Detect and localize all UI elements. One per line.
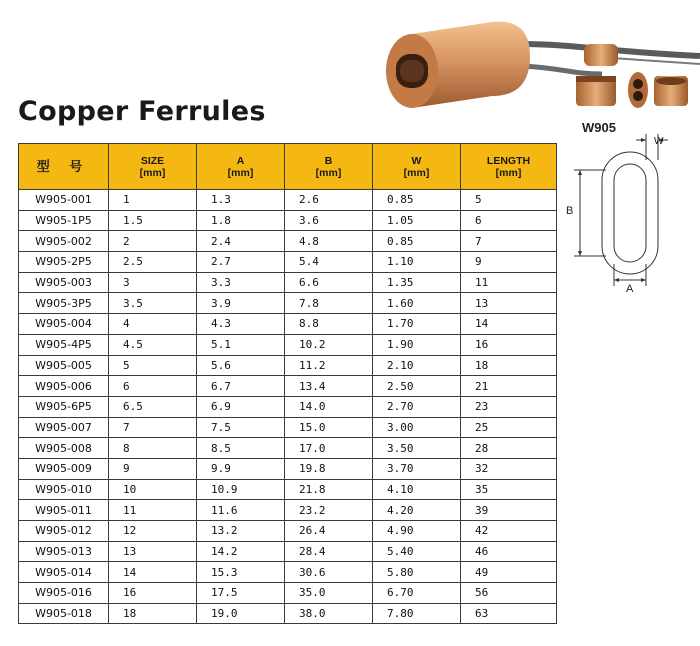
- spec-table: [18, 143, 557, 624]
- cell-size: 1: [109, 190, 197, 211]
- large-ferrule: [386, 22, 530, 108]
- dim-label-a: A: [626, 283, 634, 295]
- cell-length: 7: [461, 231, 557, 252]
- cell-a: 15.3: [197, 562, 285, 583]
- cell-model: W905-6P5: [19, 396, 109, 417]
- cell-a: 1.3: [197, 190, 285, 211]
- cell-size: 3: [109, 272, 197, 293]
- dim-label-b: B: [566, 205, 574, 217]
- cell-length: 13: [461, 293, 557, 314]
- cell-model: W905-016: [19, 583, 109, 604]
- cell-a: 10.9: [197, 479, 285, 500]
- cell-length: 49: [461, 562, 557, 583]
- cell-size: 7: [109, 417, 197, 438]
- table-row: [19, 541, 557, 562]
- cell-size: 12: [109, 521, 197, 542]
- cell-a: 17.5: [197, 583, 285, 604]
- cell-a: 11.6: [197, 500, 285, 521]
- cell-length: 32: [461, 458, 557, 479]
- cell-model: W905-001: [19, 190, 109, 211]
- cell-size: 8: [109, 438, 197, 459]
- cell-a: 3.9: [197, 293, 285, 314]
- table-header-row: [19, 144, 557, 190]
- table-row: [19, 355, 557, 376]
- cell-length: 35: [461, 479, 557, 500]
- cell-w: 2.70: [373, 396, 461, 417]
- table-row: [19, 479, 557, 500]
- header-length: LENGTH [mm]: [461, 144, 557, 190]
- small-ferrule-2: [628, 72, 648, 108]
- cell-w: 4.10: [373, 479, 461, 500]
- table-row: [19, 293, 557, 314]
- cell-a: 19.0: [197, 603, 285, 624]
- cell-b: 21.8: [285, 479, 373, 500]
- cell-length: 42: [461, 521, 557, 542]
- cell-size: 3.5: [109, 293, 197, 314]
- table-row: [19, 334, 557, 355]
- cell-size: 6: [109, 376, 197, 397]
- product-photo: [372, 4, 700, 124]
- page-title: Copper Ferrules: [18, 96, 266, 127]
- cell-b: 8.8: [285, 314, 373, 335]
- cell-b: 5.4: [285, 252, 373, 273]
- table-row: [19, 583, 557, 604]
- model-label: W905: [582, 120, 616, 135]
- cell-size: 16: [109, 583, 197, 604]
- cell-w: 6.70: [373, 583, 461, 604]
- table-row: [19, 458, 557, 479]
- cell-length: 63: [461, 603, 557, 624]
- table-row: [19, 603, 557, 624]
- cell-w: 3.50: [373, 438, 461, 459]
- cell-model: W905-4P5: [19, 334, 109, 355]
- table-row: [19, 231, 557, 252]
- cell-model: W905-2P5: [19, 252, 109, 273]
- ferrule-outer-outline: [602, 152, 658, 274]
- cell-size: 4.5: [109, 334, 197, 355]
- table-row: [19, 417, 557, 438]
- cell-w: 0.85: [373, 190, 461, 211]
- table-body: [19, 190, 557, 624]
- cell-length: 14: [461, 314, 557, 335]
- cell-a: 8.5: [197, 438, 285, 459]
- header-size: SIZE [mm]: [109, 144, 197, 190]
- cell-w: 4.90: [373, 521, 461, 542]
- cell-a: 5.1: [197, 334, 285, 355]
- cell-a: 9.9: [197, 458, 285, 479]
- header-w: W [mm]: [373, 144, 461, 190]
- cell-w: 7.80: [373, 603, 461, 624]
- cell-size: 13: [109, 541, 197, 562]
- cell-b: 13.4: [285, 376, 373, 397]
- cell-b: 11.2: [285, 355, 373, 376]
- cell-size: 10: [109, 479, 197, 500]
- cell-b: 35.0: [285, 583, 373, 604]
- small-ferrule-3: [654, 76, 688, 106]
- cell-model: W905-002: [19, 231, 109, 252]
- cell-size: 5: [109, 355, 197, 376]
- header-a: A [mm]: [197, 144, 285, 190]
- cell-size: 6.5: [109, 396, 197, 417]
- cell-w: 1.70: [373, 314, 461, 335]
- cell-size: 9: [109, 458, 197, 479]
- cell-a: 2.7: [197, 252, 285, 273]
- cell-model: W905-011: [19, 500, 109, 521]
- cell-model: W905-004: [19, 314, 109, 335]
- dim-label-w: W: [654, 136, 664, 147]
- cell-size: 11: [109, 500, 197, 521]
- cell-a: 5.6: [197, 355, 285, 376]
- cell-model: W905-007: [19, 417, 109, 438]
- ferrule-on-rope: [584, 44, 618, 66]
- header-model: 型 号: [19, 144, 109, 190]
- cell-w: 1.60: [373, 293, 461, 314]
- cell-b: 10.2: [285, 334, 373, 355]
- cell-length: 21: [461, 376, 557, 397]
- table-row: [19, 272, 557, 293]
- cell-b: 17.0: [285, 438, 373, 459]
- cell-model: W905-010: [19, 479, 109, 500]
- cell-length: 23: [461, 396, 557, 417]
- cell-b: 4.8: [285, 231, 373, 252]
- small-ferrule-1: [576, 76, 616, 106]
- cell-a: 13.2: [197, 521, 285, 542]
- cell-a: 6.9: [197, 396, 285, 417]
- cell-b: 30.6: [285, 562, 373, 583]
- cell-w: 0.85: [373, 231, 461, 252]
- cell-b: 7.8: [285, 293, 373, 314]
- cell-model: W905-018: [19, 603, 109, 624]
- cell-model: W905-014: [19, 562, 109, 583]
- cell-w: 1.10: [373, 252, 461, 273]
- cell-b: 2.6: [285, 190, 373, 211]
- cell-b: 14.0: [285, 396, 373, 417]
- cell-length: 39: [461, 500, 557, 521]
- cell-model: W905-008: [19, 438, 109, 459]
- cell-length: 28: [461, 438, 557, 459]
- table-row: [19, 500, 557, 521]
- table-row: [19, 562, 557, 583]
- cell-length: 18: [461, 355, 557, 376]
- cell-length: 11: [461, 272, 557, 293]
- cell-length: 6: [461, 210, 557, 231]
- cell-model: W905-3P5: [19, 293, 109, 314]
- table-row: [19, 396, 557, 417]
- cell-a: 1.8: [197, 210, 285, 231]
- table-row: [19, 376, 557, 397]
- cell-w: 5.40: [373, 541, 461, 562]
- cell-model: W905-006: [19, 376, 109, 397]
- cell-w: 2.10: [373, 355, 461, 376]
- cell-w: 5.80: [373, 562, 461, 583]
- cell-size: 14: [109, 562, 197, 583]
- cell-model: W905-012: [19, 521, 109, 542]
- cell-b: 38.0: [285, 603, 373, 624]
- cell-model: W905-005: [19, 355, 109, 376]
- cell-w: 3.00: [373, 417, 461, 438]
- cell-w: 1.35: [373, 272, 461, 293]
- table-row: [19, 252, 557, 273]
- cell-size: 2: [109, 231, 197, 252]
- cell-length: 16: [461, 334, 557, 355]
- cell-w: 3.70: [373, 458, 461, 479]
- cell-b: 3.6: [285, 210, 373, 231]
- cell-b: 28.4: [285, 541, 373, 562]
- cell-size: 2.5: [109, 252, 197, 273]
- cell-b: 19.8: [285, 458, 373, 479]
- cell-w: 4.20: [373, 500, 461, 521]
- cell-length: 46: [461, 541, 557, 562]
- table-row: [19, 438, 557, 459]
- cell-b: 26.4: [285, 521, 373, 542]
- cell-size: 18: [109, 603, 197, 624]
- cell-a: 3.3: [197, 272, 285, 293]
- cell-model: W905-013: [19, 541, 109, 562]
- table-row: [19, 210, 557, 231]
- cell-size: 1.5: [109, 210, 197, 231]
- ferrule-inner-outline: [614, 164, 646, 262]
- cell-a: 6.7: [197, 376, 285, 397]
- cell-length: 5: [461, 190, 557, 211]
- cell-a: 7.5: [197, 417, 285, 438]
- cell-model: W905-003: [19, 272, 109, 293]
- cell-b: 23.2: [285, 500, 373, 521]
- cell-size: 4: [109, 314, 197, 335]
- cell-w: 1.05: [373, 210, 461, 231]
- table-row: [19, 521, 557, 542]
- cell-w: 1.90: [373, 334, 461, 355]
- cell-model: W905-1P5: [19, 210, 109, 231]
- cell-model: W905-009: [19, 458, 109, 479]
- cell-w: 2.50: [373, 376, 461, 397]
- cell-a: 2.4: [197, 231, 285, 252]
- header-b: B [mm]: [285, 144, 373, 190]
- cell-length: 25: [461, 417, 557, 438]
- cell-b: 15.0: [285, 417, 373, 438]
- dimension-diagram: [566, 130, 700, 296]
- cell-a: 14.2: [197, 541, 285, 562]
- cell-a: 4.3: [197, 314, 285, 335]
- cell-length: 56: [461, 583, 557, 604]
- table-row: [19, 190, 557, 211]
- cell-length: 9: [461, 252, 557, 273]
- cell-b: 6.6: [285, 272, 373, 293]
- table-row: [19, 314, 557, 335]
